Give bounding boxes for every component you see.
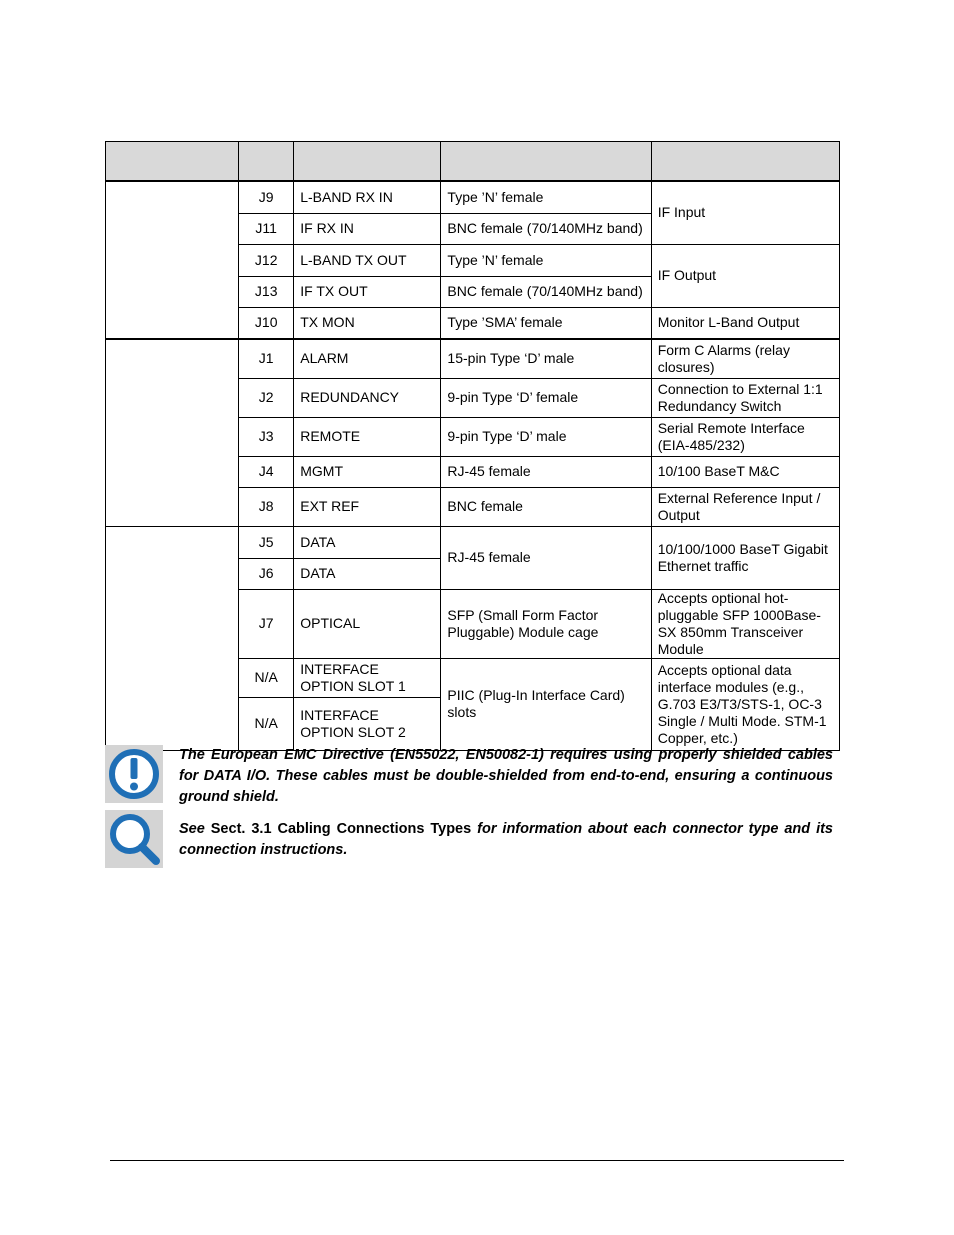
ref-cell: J9 <box>239 181 294 213</box>
type-cell: 9-pin Type ‘D’ female <box>441 378 651 417</box>
header-cell <box>441 142 651 182</box>
caution-note <box>105 745 840 805</box>
name-cell: OPTICAL <box>294 589 441 658</box>
name-cell: ALARM <box>294 339 441 378</box>
magnifier-icon <box>105 810 163 868</box>
ref-cell: J2 <box>239 378 294 417</box>
ref-cell: J1 <box>239 339 294 378</box>
type-cell: Type ’N’ female <box>441 244 651 276</box>
header-cell <box>239 142 294 182</box>
group-label-cell <box>106 339 239 526</box>
connector-table <box>105 141 840 751</box>
name-cell: DATA <box>294 526 441 558</box>
group-label-cell <box>106 181 239 339</box>
group-label-cell <box>106 526 239 750</box>
ref-cell: J6 <box>239 558 294 589</box>
name-cell: INTERFACE OPTION SLOT 1 <box>294 658 441 697</box>
table-header-row <box>106 142 840 182</box>
name-cell: DATA <box>294 558 441 589</box>
ref-cell: J12 <box>239 244 294 276</box>
section-link[interactable]: Sect. 3.1 Cabling Connections Types <box>210 821 472 837</box>
function-cell: Accepts optional data interface modules (e.g., G.703 E3/T3/STS-1, OC-3 Single / Multi Mode. STM-1 Copper, etc.) <box>651 658 839 750</box>
name-cell: IF RX IN <box>294 213 441 244</box>
reference-note <box>105 810 840 868</box>
type-cell: BNC female (70/140MHz band) <box>441 213 651 244</box>
ref-cell: J13 <box>239 276 294 307</box>
function-cell: Monitor L-Band Output <box>651 307 839 339</box>
see-label: See <box>179 821 205 837</box>
function-cell: Form C Alarms (relay closures) <box>651 339 839 378</box>
function-cell: 10/100 BaseT M&C <box>651 456 839 487</box>
type-cell: RJ-45 female <box>441 526 651 589</box>
type-cell: BNC female (70/140MHz band) <box>441 276 651 307</box>
ref-cell: N/A <box>239 658 294 697</box>
ref-cell: J11 <box>239 213 294 244</box>
ref-cell: J10 <box>239 307 294 339</box>
ref-cell: J3 <box>239 417 294 456</box>
footer-rule <box>110 1160 844 1161</box>
type-cell: 9-pin Type ‘D’ male <box>441 417 651 456</box>
type-cell: 15-pin Type ‘D’ male <box>441 339 651 378</box>
name-cell: IF TX OUT <box>294 276 441 307</box>
name-cell: REMOTE <box>294 417 441 456</box>
function-cell: IF Output <box>651 244 839 307</box>
ref-cell: J4 <box>239 456 294 487</box>
reference-rest: for information about each connector type and its connection instructions. <box>179 821 833 858</box>
function-cell: Accepts optional hot-pluggable SFP 1000Base-SX 850mm Transceiver Module <box>651 589 839 658</box>
name-cell: INTERFACE OPTION SLOT 2 <box>294 697 441 750</box>
type-cell: SFP (Small Form Factor Pluggable) Module cage <box>441 589 651 658</box>
table-row <box>106 526 840 558</box>
exclamation-circle-icon <box>105 745 163 803</box>
function-cell: External Reference Input / Output <box>651 487 839 526</box>
table-row <box>106 181 840 213</box>
header-cell <box>106 142 239 182</box>
name-cell: REDUNDANCY <box>294 378 441 417</box>
table-row <box>106 339 840 378</box>
caution-text: The European EMC Directive (EN55022, EN50082-1) requires using properly shielded cables for DATA I/O. These cables must be double-shielded from end-to-end, ensuring a continuous ground shield. <box>179 747 833 805</box>
ref-cell: J7 <box>239 589 294 658</box>
header-cell <box>651 142 839 182</box>
function-cell: Connection to External 1:1 Redundancy Switch <box>651 378 839 417</box>
type-cell: RJ-45 female <box>441 456 651 487</box>
reference-text <box>179 819 833 861</box>
name-cell: L-BAND TX OUT <box>294 244 441 276</box>
name-cell: EXT REF <box>294 487 441 526</box>
ref-cell: J5 <box>239 526 294 558</box>
type-cell: Type ’N’ female <box>441 181 651 213</box>
function-cell: IF Input <box>651 181 839 244</box>
name-cell: TX MON <box>294 307 441 339</box>
type-cell: PIIC (Plug-In Interface Card) slots <box>441 658 651 750</box>
name-cell: L-BAND RX IN <box>294 181 441 213</box>
name-cell: MGMT <box>294 456 441 487</box>
type-cell: Type ’SMA’ female <box>441 307 651 339</box>
ref-cell: J8 <box>239 487 294 526</box>
header-cell <box>294 142 441 182</box>
function-cell: 10/100/1000 BaseT Gigabit Ethernet traffic <box>651 526 839 589</box>
function-cell: Serial Remote Interface (EIA-485/232) <box>651 417 839 456</box>
ref-cell: N/A <box>239 697 294 750</box>
type-cell: BNC female <box>441 487 651 526</box>
